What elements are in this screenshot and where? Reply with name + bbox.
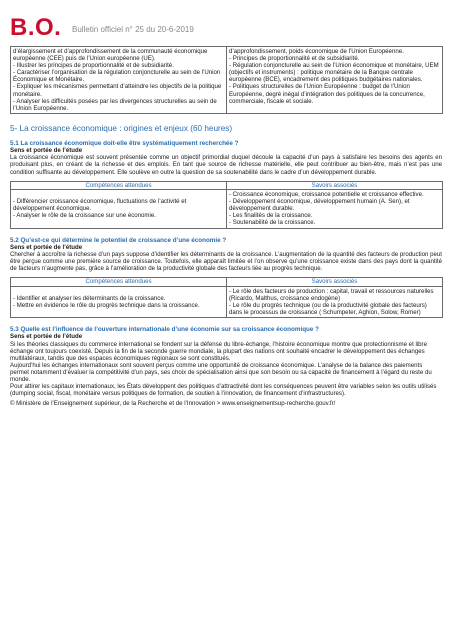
q2-table <box>10 277 443 318</box>
q3-title: 5.3 Quelle est l’influence de l’ouverture internationale d’une économie sur sa croissance économique ? <box>10 326 319 334</box>
q1-sens-heading: Sens et portée de l’étude <box>10 147 83 155</box>
top-table-left-cell: d’élargissement et d’approfondissement de la communauté économique européenne (CEE) puis de l’Union européenne (UE). - Illustrer les principes de proportionnalité et de subsidiarité. - Caractériser l’organisation de la régulation conjoncturelle au sein de l’Union Économique et Monétaire. - Expliquer les mécanismes permettant d’atteindre les objectifs de la politique monétaire. - Analyser les difficultés posées par les divergences structurelles au sein de l’Union Européenne. <box>11 47 227 114</box>
q1-savoirs-cell: - Croissance économique, croissance potentielle et croissance effective. - Développement économique, développement humain (A. Sen), et développement durable. - Les finalités de la croissance. - Soutenabilité de la croissance. <box>227 190 443 228</box>
q2-title: 5.2 Qu’est-ce qui détermine le potentiel de croissance d’une économie ? <box>10 236 227 244</box>
top-table-right-cell: d’approfondissement, poids économique de l’Union Européenne. - Principes de proportionnalité et de subsidiarité. - Régulation conjoncturelle au sein de l’Union économique et monétaire, UEM (objectifs et instruments) : politique monétaire de la Banque centrale européenne (BCE), encadrement des politiques budgétaires nationales. - Politiques structurelles de l’Union Européenne : budget de l’Union Européenne, degré inégal d’intégration des politiques de la concurrence, commerciale, fiscale et sociale. <box>227 47 443 114</box>
q3-sens-heading: Sens et portée de l’étude <box>10 333 83 341</box>
footer-copyright: © Ministère de l’Enseignement supérieur, de la Recherche et de l’Innovation > www.enseignementsup-recherche.gouv.fr/ <box>10 400 336 408</box>
q2-sens-heading: Sens et portée de l’étude <box>10 243 83 251</box>
page-content <box>10 46 442 407</box>
q1-body: La croissance économique est souvent présentée comme un objectif primordial duquel découle la capacité d’un pays à satisfaire les besoins des agents en produisant plus, en créant de la richesse et des emplois. En tant que source de richesse matérielle, elle peut contribuer au bien-être, mais n’est pas une condition suffisante au développement. Elle soulève en outre la question de sa soutenabilité dans le cadre d’un développement durable. <box>10 154 442 176</box>
q2-head-competences: Compétences attendues <box>11 278 227 286</box>
q2-savoirs-cell: - Le rôle des facteurs de production : capital, travail et ressources naturelles (Ricardo, Malthus, croissance endogène) - Le rôle du progrès technique (ou de la productivité globale des facteurs) dans le processus de croissance ( Schumpeter, Aghion, Solow, Romer) <box>227 286 443 317</box>
q3-body-1: Si les théories classiques du commerce international se fondent sur la défense du libre-échange, l’histoire économique montre que protectionnisme et libre échange ont toujours coexisté. Depuis la fin de la seconde guerre mondiale, la plupart des nations ont souhaité encadrer le développement des échanges multilatéraux, tandis que des espaces économiques régionaux se sont constitués. <box>10 340 427 362</box>
q1-table <box>10 181 443 229</box>
page-header <box>10 14 442 42</box>
q2-body: Chercher à accroître la richesse d’un pays suppose d’identifier les déterminants de la croissance. L’augmentation de la quantité des facteurs de production peut être perçue comme une première source de croissance. Toutefois, elle apparaît limitée et l’on observe qu’une croissance existe dans des pays dont la quantité de facteurs n’augmente pas, grâce à l’amélioration de la productivité globale des facteurs liée au progrès technique. <box>10 251 442 273</box>
bulletin-title: Bulletin officiel n° 25 du 20-6-2019 <box>72 25 194 34</box>
q2-competences-cell: - Identifier et analyser les déterminants de la croissance. - Mettre en évidence le rôle du progrès technique dans la croissance. <box>11 286 227 317</box>
top-continuation-table <box>10 46 443 114</box>
q3-body-3: Pour attirer les capitaux internationaux, les États développent des politiques d’attractivité dont les conséquences peuvent être variables selon les outils utilisés (dumping social, fiscal, monétaire versus politiques de formation, de soutien à l’innovation, de financement d’infrastructures). <box>10 383 437 398</box>
q1-head-competences: Compétences attendues <box>11 181 227 189</box>
q2-head-savoirs: Savoirs associés <box>227 278 443 286</box>
q1-title: 5.1 La croissance économique doit-elle être systématiquement recherchée ? <box>10 139 239 147</box>
q1-head-savoirs: Savoirs associés <box>227 181 443 189</box>
bo-logo: B.O. <box>10 14 62 41</box>
q3-body-2: Aujourd’hui les échanges internationaux sont souvent perçus comme une opportunité de croissance économique. L’analyse de la balance des paiements permet notamment d’évaluer la compétitivité d’un pays, ses choix de spécialisation ainsi que son besoin ou sa capacité de financement à l’égard du reste du monde. <box>10 361 432 384</box>
section-title: 5- La croissance économique : origines et enjeux (60 heures) <box>10 123 233 133</box>
q1-competences-cell: - Différencier croissance économique, fluctuations de l’activité et développement économique. - Analyser le rôle de la croissance sur une économie. <box>11 190 227 228</box>
